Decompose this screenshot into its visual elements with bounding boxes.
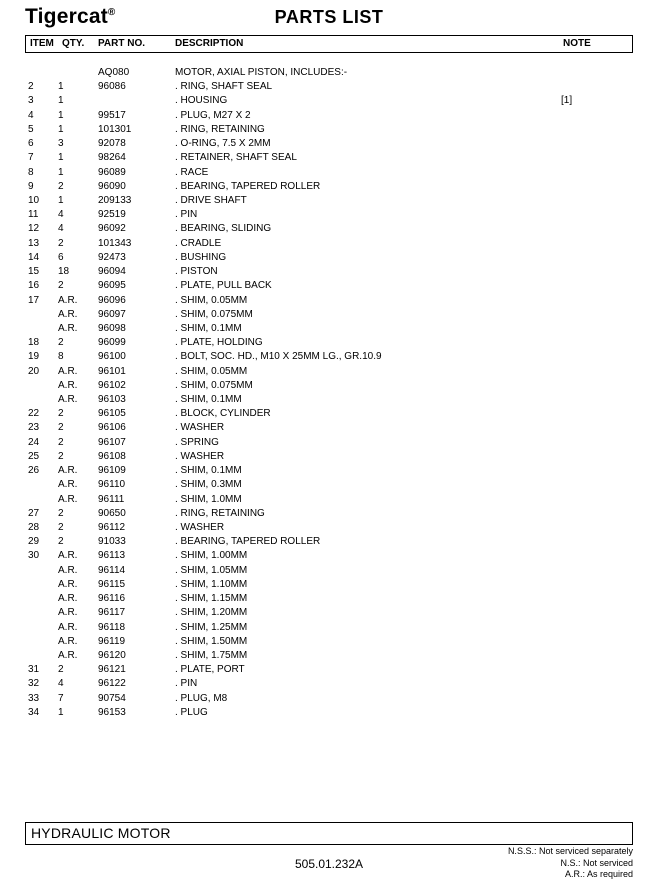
cell-desc: . BLOCK, CYLINDER (175, 408, 271, 420)
cell-qty: A.R. (58, 550, 78, 562)
cell-qty: 4 (58, 209, 64, 221)
cell-item: 23 (28, 422, 40, 434)
legend-line: N.S.S.: Not serviced separately (507, 846, 633, 856)
table-row (25, 692, 631, 706)
cell-qty: 1 (58, 152, 64, 164)
table-row (25, 421, 631, 435)
table-row (25, 677, 631, 691)
cell-part: 99517 (98, 109, 126, 121)
table-header-row (25, 35, 633, 53)
cell-item: 9 (28, 180, 34, 192)
cell-item: 28 (28, 522, 40, 533)
cell-part: 96120 (98, 649, 126, 661)
cell-item: 34 (28, 706, 40, 718)
cell-part: 96119 (98, 635, 126, 647)
cell-qty: 2 (58, 422, 64, 434)
cell-item: 11 (28, 209, 39, 221)
cell-qty: A.R. (58, 394, 78, 406)
table-row (25, 350, 631, 364)
cell-item: 16 (28, 280, 40, 292)
cell-qty: A.R. (58, 607, 78, 619)
cell-item: 10 (28, 194, 40, 206)
cell-desc: . BEARING, SLIDING (175, 223, 272, 235)
cell-qty: 1 (58, 109, 64, 121)
cell-desc: . WASHER (175, 450, 225, 462)
cell-desc: . PIN (175, 209, 198, 221)
cell-desc: . BEARING, TAPERED ROLLER (175, 536, 321, 548)
table-row (25, 379, 631, 393)
table-row (25, 66, 631, 80)
cell-desc: . WASHER (175, 422, 225, 434)
cell-item: 2 (28, 81, 34, 93)
cell-part: 96103 (98, 394, 126, 406)
document-number: 505.01.232A (294, 857, 364, 871)
cell-desc: . PLATE, PULL BACK (175, 280, 272, 292)
cell-item: 33 (28, 692, 40, 704)
table-row (25, 137, 631, 151)
cell-qty: 2 (58, 237, 64, 249)
cell-part: 96114 (98, 564, 126, 576)
table-row (25, 521, 631, 535)
cell-desc: MOTOR, AXIAL PISTON, INCLUDES:- (175, 67, 348, 78)
table-row (25, 706, 631, 720)
cell-item: 27 (28, 507, 40, 519)
cell-qty: A.R. (58, 578, 78, 590)
cell-qty: 1 (58, 706, 64, 718)
table-row (25, 322, 631, 336)
parts-table-body (25, 66, 631, 720)
cell-qty: 2 (58, 180, 64, 192)
cell-item: 6 (28, 138, 34, 150)
column-header-qty: QTY. (62, 38, 85, 49)
cell-qty: 2 (58, 522, 64, 533)
cell-item: 7 (28, 152, 34, 164)
cell-part: 101343 (98, 237, 132, 249)
cell-part: 101301 (98, 123, 132, 135)
cell-qty: A.R. (58, 322, 78, 334)
cell-part: 96117 (98, 607, 126, 619)
cell-part: 96116 (98, 593, 126, 605)
table-row (25, 621, 631, 635)
cell-qty: 1 (58, 95, 64, 107)
cell-part: 96112 (98, 522, 126, 533)
table-row (25, 450, 631, 464)
cell-item: 26 (28, 465, 40, 477)
cell-item: 20 (28, 365, 40, 377)
cell-item: 5 (28, 123, 34, 135)
cell-part: 96086 (98, 81, 126, 93)
table-row (25, 208, 631, 222)
section-title: HYDRAULIC MOTOR (31, 825, 171, 841)
cell-desc: . SHIM, 1.25MM (175, 621, 248, 633)
cell-qty: A.R. (58, 365, 78, 377)
table-row (25, 649, 631, 663)
cell-part: AQ080 (98, 67, 130, 78)
cell-desc: . SHIM, 1.10MM (175, 578, 248, 590)
cell-desc: . SHIM, 1.0MM (175, 493, 242, 505)
cell-qty: A.R. (58, 379, 78, 391)
cell-part: 92519 (98, 209, 126, 221)
cell-note: [1] (561, 95, 573, 107)
cell-desc: . PLUG (175, 706, 208, 718)
brand-logo-text: Tigercat (25, 5, 108, 28)
table-row (25, 549, 631, 563)
cell-part: 96153 (98, 706, 126, 718)
table-row (25, 535, 631, 549)
cell-qty: 2 (58, 280, 64, 292)
table-row (25, 308, 631, 322)
table-row (25, 478, 631, 492)
cell-desc: . PISTON (175, 266, 218, 278)
cell-part: 92078 (98, 138, 126, 150)
cell-part: 96089 (98, 166, 126, 178)
cell-qty: A.R. (58, 621, 78, 633)
cell-desc: . SHIM, 0.1MM (175, 465, 242, 477)
table-row (25, 80, 631, 94)
cell-desc: . WASHER (175, 522, 225, 533)
table-row (25, 180, 631, 194)
table-row (25, 564, 631, 578)
cell-qty: 4 (58, 678, 64, 690)
cell-desc: . DRIVE SHAFT (175, 194, 247, 206)
cell-part: 98264 (98, 152, 126, 164)
table-row (25, 663, 631, 677)
column-header-item: ITEM (30, 38, 54, 49)
cell-part: 96101 (98, 365, 126, 377)
cell-desc: . SHIM, 0.3MM (175, 479, 242, 491)
cell-item: 15 (28, 266, 40, 278)
cell-part: 90650 (98, 507, 126, 519)
cell-qty: 7 (58, 692, 64, 704)
cell-qty: 2 (58, 664, 64, 676)
cell-item: 19 (28, 351, 40, 363)
table-row (25, 222, 631, 236)
cell-qty: A.R. (58, 593, 78, 605)
cell-qty: A.R. (58, 564, 78, 576)
legend-line: N.S.: Not serviced (560, 857, 633, 868)
cell-qty: 1 (58, 123, 64, 135)
cell-part: 96096 (98, 294, 126, 306)
cell-qty: A.R. (58, 649, 78, 661)
cell-part: 96121 (98, 664, 126, 676)
cell-item: 22 (28, 408, 40, 420)
column-header-part-no: PART NO. (98, 38, 146, 49)
cell-desc: . PLATE, PORT (175, 664, 245, 676)
cell-qty: A.R. (58, 294, 78, 306)
cell-part: 96090 (98, 180, 126, 192)
cell-item: 3 (28, 95, 34, 107)
cell-qty: 1 (58, 81, 64, 93)
cell-qty: 3 (58, 138, 64, 150)
cell-desc: . SHIM, 1.00MM (175, 550, 248, 562)
cell-part: 96097 (98, 308, 126, 320)
cell-qty: 2 (58, 450, 64, 462)
cell-desc: . O-RING, 7.5 X 2MM (175, 138, 271, 150)
table-row (25, 407, 631, 421)
cell-part: 92473 (98, 251, 126, 263)
table-row (25, 365, 631, 379)
cell-desc: . SPRING (175, 436, 219, 448)
cell-qty: 2 (58, 507, 64, 519)
column-header-description: DESCRIPTION (175, 38, 244, 49)
cell-qty: 4 (58, 223, 64, 235)
cell-item: 8 (28, 166, 34, 178)
cell-desc: . RING, RETAINING (175, 507, 265, 519)
cell-part: 90754 (98, 692, 126, 704)
cell-part: 96102 (98, 379, 126, 391)
table-row (25, 507, 631, 521)
cell-desc: . BUSHING (175, 251, 227, 263)
cell-part: 96100 (98, 351, 126, 363)
cell-desc: . SHIM, 0.075MM (175, 379, 253, 391)
registered-trademark-icon: ® (107, 7, 116, 18)
cell-desc: . PIN (175, 678, 198, 690)
cell-part: 96095 (98, 280, 126, 292)
cell-item: 29 (28, 536, 40, 548)
cell-qty: A.R. (58, 465, 78, 477)
column-header-note: NOTE (563, 38, 591, 49)
cell-item: 12 (28, 223, 40, 235)
page-title: PARTS LIST (274, 7, 384, 27)
cell-part: 96107 (98, 436, 126, 448)
cell-desc: . SHIM, 1.75MM (175, 649, 248, 661)
cell-item: 31 (28, 664, 40, 676)
cell-desc: . BOLT, SOC. HD., M10 X 25MM LG., GR.10.9 (175, 351, 382, 363)
table-row (25, 109, 631, 123)
table-row (25, 123, 631, 137)
table-row (25, 493, 631, 507)
table-row (25, 436, 631, 450)
table-row (25, 606, 631, 620)
cell-part: 96109 (98, 465, 126, 477)
cell-desc: . SHIM, 1.20MM (175, 607, 248, 619)
cell-qty: 18 (58, 266, 70, 278)
cell-part: 96105 (98, 408, 126, 420)
table-row (25, 237, 631, 251)
table-row (25, 251, 631, 265)
cell-desc: . RING, RETAINING (175, 123, 265, 135)
cell-qty: 2 (58, 408, 64, 420)
cell-desc: . SHIM, 0.05MM (175, 365, 248, 377)
cell-item: 25 (28, 450, 40, 462)
cell-desc: . SHIM, 1.05MM (175, 564, 248, 576)
cell-part: 96115 (98, 578, 126, 590)
cell-part: 96092 (98, 223, 126, 235)
cell-qty: A.R. (58, 479, 78, 491)
cell-item: 17 (28, 294, 40, 306)
cell-desc: . SHIM, 1.15MM (175, 593, 248, 605)
cell-desc: . RACE (175, 166, 209, 178)
cell-desc: . CRADLE (175, 237, 222, 249)
section-title-box (25, 822, 633, 845)
cell-item: 18 (28, 337, 40, 349)
cell-qty: 8 (58, 351, 64, 363)
cell-part: 96106 (98, 422, 126, 434)
cell-part: 96113 (98, 550, 126, 562)
cell-desc: . SHIM, 1.50MM (175, 635, 248, 647)
table-row (25, 393, 631, 407)
cell-item: 13 (28, 237, 40, 249)
cell-qty: 1 (58, 166, 64, 178)
table-row (25, 635, 631, 649)
cell-desc: . PLUG, M27 X 2 (175, 109, 251, 121)
cell-desc: . BEARING, TAPERED ROLLER (175, 180, 321, 192)
cell-item: 30 (28, 550, 40, 562)
table-row (25, 265, 631, 279)
cell-part: 96094 (98, 266, 126, 278)
cell-desc: . HOUSING (175, 95, 228, 107)
cell-part: 96118 (98, 621, 126, 633)
table-row (25, 464, 631, 478)
cell-item: 4 (28, 109, 34, 121)
cell-qty: 1 (58, 194, 64, 206)
table-row (25, 336, 631, 350)
table-row (25, 166, 631, 180)
table-row (25, 294, 631, 308)
legend-line: A.R.: As required (564, 869, 633, 879)
cell-item: 24 (28, 436, 40, 448)
cell-qty: 6 (58, 251, 64, 263)
cell-part: 96122 (98, 678, 126, 690)
cell-part: 96098 (98, 322, 126, 334)
cell-qty: 2 (58, 436, 64, 448)
cell-desc: . SHIM, 0.05MM (175, 294, 248, 306)
table-row (25, 592, 631, 606)
cell-qty: A.R. (58, 493, 78, 505)
cell-part: 96110 (98, 479, 126, 491)
table-row (25, 94, 631, 108)
cell-part: 91033 (98, 536, 126, 548)
table-row (25, 151, 631, 165)
table-row (25, 578, 631, 592)
cell-part: 96099 (98, 337, 126, 349)
table-row (25, 279, 631, 293)
cell-item: 14 (28, 251, 40, 263)
table-row (25, 194, 631, 208)
cell-desc: . RETAINER, SHAFT SEAL (175, 152, 297, 164)
cell-part: 96108 (98, 450, 126, 462)
cell-desc: . SHIM, 0.1MM (175, 322, 242, 334)
cell-desc: . SHIM, 0.1MM (175, 394, 242, 406)
cell-qty: A.R. (58, 635, 78, 647)
cell-desc: . PLUG, M8 (175, 692, 228, 704)
cell-desc: . SHIM, 0.075MM (175, 308, 253, 320)
cell-desc: . PLATE, HOLDING (175, 337, 263, 349)
cell-qty: 2 (58, 536, 64, 548)
cell-part: 209133 (98, 194, 132, 206)
cell-qty: 2 (58, 337, 64, 349)
cell-qty: A.R. (58, 308, 78, 320)
cell-part: 96111 (98, 493, 125, 505)
cell-item: 32 (28, 678, 40, 690)
cell-desc: . RING, SHAFT SEAL (175, 81, 273, 93)
